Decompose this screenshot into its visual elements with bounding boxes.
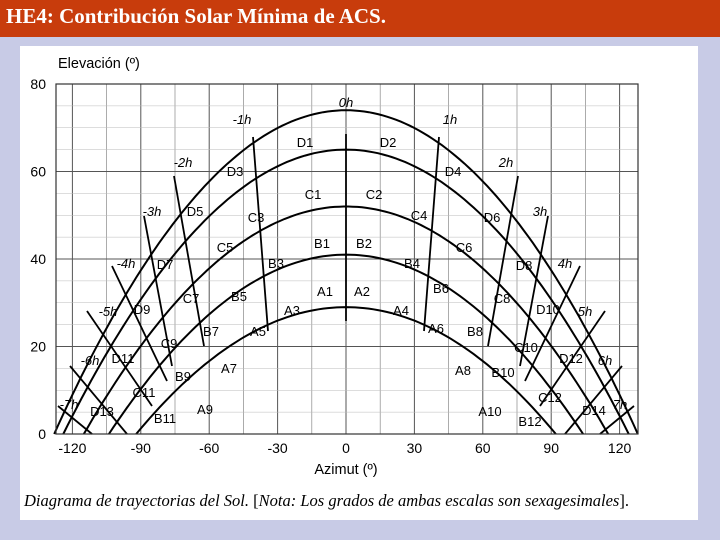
title-bar (0, 0, 720, 37)
zone-label-d2: D2 (379, 135, 397, 150)
hour-label: 1h (442, 112, 458, 127)
zone-label-a3: A3 (284, 303, 300, 318)
caption-note-label: Nota: (258, 491, 297, 510)
zone-label-d9: D9 (133, 302, 151, 317)
zone-label-d4: D4 (444, 164, 462, 179)
zone-label-b6: B6 (433, 281, 449, 296)
hour-label: -3h (142, 204, 162, 219)
zone-label-d5: D5 (186, 204, 204, 219)
zone-label-a2: A2 (354, 284, 370, 299)
hour-line (488, 176, 518, 346)
hour-label: -4h (116, 256, 136, 271)
zone-label-a8: A8 (455, 363, 471, 378)
zone-label-d11: D11 (111, 351, 135, 366)
zone-label-c5: C5 (216, 240, 234, 255)
y-axis-title: Elevación (º) (58, 56, 140, 72)
hour-label: -1h (232, 112, 252, 127)
zone-label-c2: C2 (365, 187, 383, 202)
caption-note-text: Los grados de ambas escalas son sexagesimales (296, 491, 620, 510)
hour-label: 5h (577, 304, 593, 319)
hour-label: 0h (338, 95, 354, 110)
zone-label-c8: C8 (493, 291, 511, 306)
hour-label: 7h (612, 397, 628, 412)
zone-label-d6: D6 (483, 210, 501, 225)
caption-bracket-open: [ (249, 491, 259, 510)
zone-label-b9: B9 (175, 369, 191, 384)
zone-label-a6: A6 (428, 321, 444, 336)
zone-label-c10: C10 (514, 340, 538, 355)
x-tick-label: 30 (406, 440, 423, 456)
y-tick-label: 0 (38, 426, 46, 442)
x-tick-label: 0 (342, 440, 350, 456)
zone-label-b12: B12 (518, 414, 542, 429)
caption-bracket-close: ]. (619, 491, 629, 510)
zone-label-c6: C6 (455, 240, 473, 255)
zone-label-a1: A1 (317, 284, 333, 299)
diagram-labels (30, 56, 631, 478)
zone-label-b4: B4 (404, 256, 420, 271)
zone-label-a7: A7 (221, 361, 237, 376)
zone-label-c7: C7 (182, 291, 200, 306)
hour-line (174, 176, 204, 346)
zone-label-c3: C3 (247, 210, 265, 225)
zone-label-b3: B3 (268, 256, 284, 271)
zone-label-c4: C4 (410, 208, 428, 223)
zone-label-d13: D13 (90, 404, 114, 419)
x-tick-label: -90 (130, 440, 151, 456)
zone-label-d7: D7 (156, 257, 174, 272)
x-tick-label: -120 (58, 440, 87, 456)
zone-label-c11: C11 (132, 385, 156, 400)
zone-label-d12: D12 (559, 351, 583, 366)
x-tick-label: 60 (475, 440, 491, 456)
zone-label-b5: B5 (231, 289, 247, 304)
caption-title: Diagrama de trayectorias del Sol. (24, 491, 250, 510)
zone-label-b8: B8 (467, 324, 483, 339)
figure-caption (24, 491, 629, 511)
zone-label-a4: A4 (393, 303, 409, 318)
diagram-panel (20, 46, 698, 520)
slide-title: HE4: Contribución Solar Mínima de ACS. (6, 4, 386, 28)
x-tick-label: 120 (607, 440, 632, 456)
zone-label-a5: A5 (250, 324, 266, 339)
y-tick-label: 40 (30, 251, 46, 267)
hour-label: -2h (173, 155, 193, 170)
x-tick-label: -60 (199, 440, 220, 456)
hour-label: -5h (98, 304, 118, 319)
x-axis-title: Azimut (º) (314, 462, 378, 478)
y-tick-label: 60 (30, 163, 46, 180)
hour-label: 3h (532, 204, 548, 219)
sun-path-diagram (20, 46, 698, 520)
zone-label-b11: B11 (153, 411, 177, 426)
x-tick-label: 90 (543, 440, 559, 456)
zone-label-a10: A10 (478, 404, 502, 419)
zone-label-b2: B2 (356, 236, 372, 251)
zone-label-a9: A9 (197, 402, 213, 417)
hour-label: 2h (498, 155, 514, 170)
zone-label-d1: D1 (296, 135, 314, 150)
zone-label-c1: C1 (304, 187, 322, 202)
x-tick-label: -30 (267, 440, 288, 456)
hour-label: 4h (557, 256, 573, 271)
hour-label: 6h (597, 353, 613, 368)
zone-label-c12: C12 (538, 390, 562, 405)
zone-label-b1: B1 (314, 236, 330, 251)
grid (56, 84, 638, 434)
zone-label-b10: B10 (491, 365, 515, 380)
zone-label-d14: D14 (582, 403, 606, 418)
hour-label: -6h (80, 353, 100, 368)
hour-label: -7h (59, 397, 79, 412)
zone-label-c9: C9 (160, 336, 178, 351)
zone-label-d3: D3 (226, 164, 244, 179)
zone-label-d10: D10 (536, 302, 560, 317)
zone-label-d8: D8 (515, 258, 533, 273)
y-tick-label: 20 (30, 338, 46, 355)
zone-label-b7: B7 (203, 324, 219, 339)
y-tick-label: 80 (30, 76, 46, 92)
